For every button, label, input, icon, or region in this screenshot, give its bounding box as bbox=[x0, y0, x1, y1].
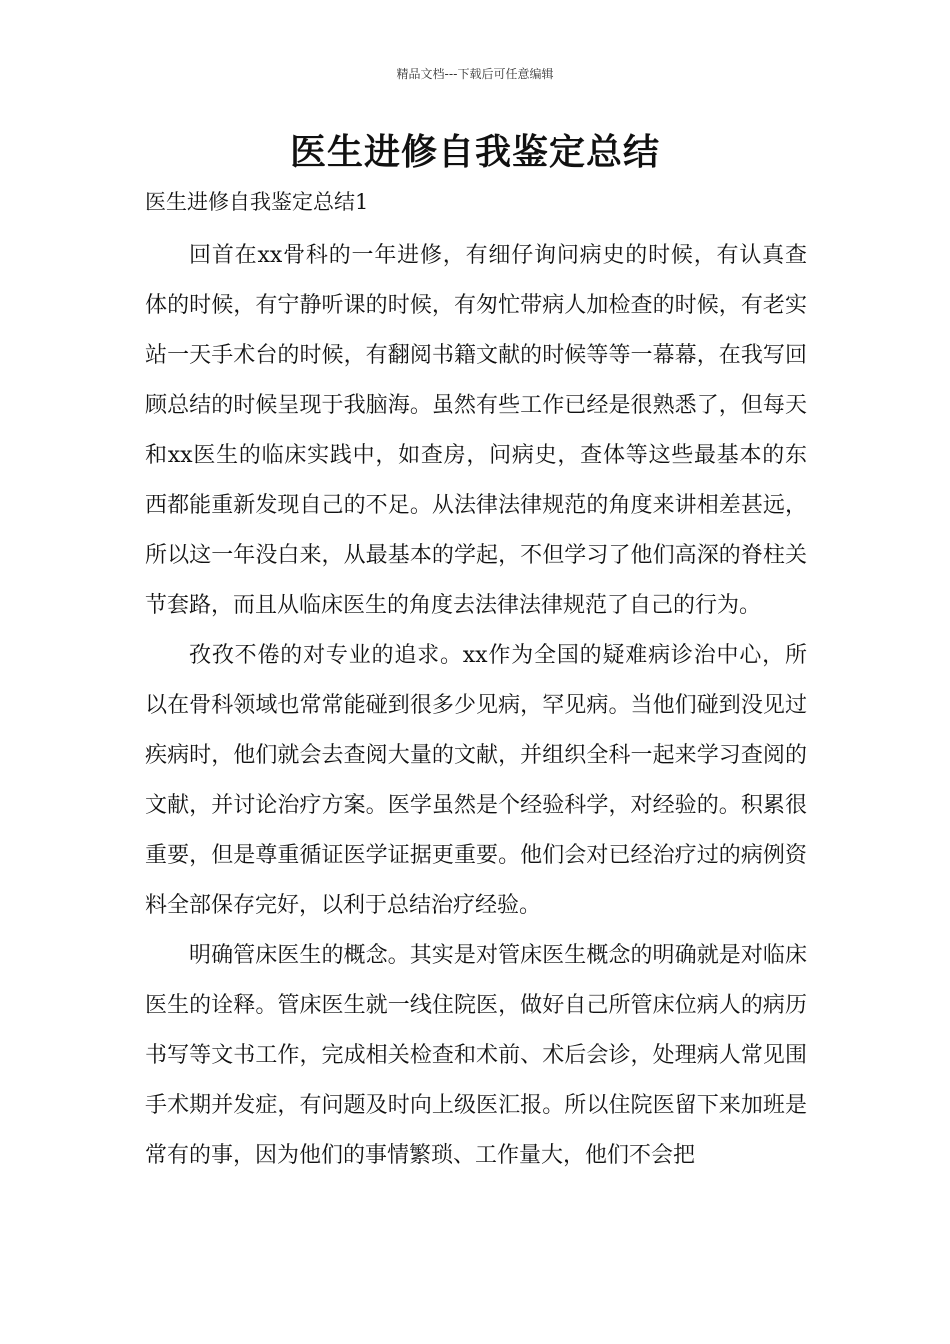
paragraph-3: 明确管床医生的概念。其实是对管床医生概念的明确就是对临床医生的诠释。管床医生就一线住院医，做好自己所管床位病人的病历书写等文书工作，完成相关检查和术前、术后会诊，处理病人常见围手术期并发症，有问题及时向上级医汇报。所以住院医留下来加班是常有的事，因为他们的事情繁琐、工作量大，他们不会把 bbox=[145, 943, 807, 1168]
document-body bbox=[145, 231, 807, 1181]
document-title: 医生进修自我鉴定总结 bbox=[289, 132, 660, 173]
paragraph-2: 孜孜不倦的对专业的追求。xx作为全国的疑难病诊治中心，所以在骨科领域也常常能碰到很多少见病，罕见病。当他们碰到没见过疾病时，他们就会去查阅大量的文献，并组织全科一起来学习查阅的文献，并讨论治疗方案。医学虽然是个经验科学，对经验的。积累很重要，但是尊重循证医学证据更重要。他们会对已经治疗过的病例资料全部保存完好，以利于总结治疗经验。 bbox=[145, 643, 807, 918]
document-subtitle: 医生进修自我鉴定总结1 bbox=[145, 190, 369, 214]
paragraph-1: 回首在xx骨科的一年进修，有细仔询问病史的时候，有认真查体的时候，有宁静听课的时候，有匆忙带病人加检查的时候，有老实站一天手术台的时候，有翻阅书籍文献的时候等等一幕幕，在我写回顾总结的时候呈现于我脑海。虽然有些工作已经是很熟悉了，但每天和xx医生的临床实践中，如查房，问病史，查体等这些最基本的东西都能重新发现自己的不足。从法律法律规范的角度来讲相差甚远，所以这一年没白来，从最基本的学起，不但学习了他们高深的脊柱关节套路，而且从临床医生的角度去法律法律规范了自己的行为。 bbox=[145, 243, 807, 618]
header-note: 精品文档---下载后可任意编辑 bbox=[396, 67, 554, 81]
